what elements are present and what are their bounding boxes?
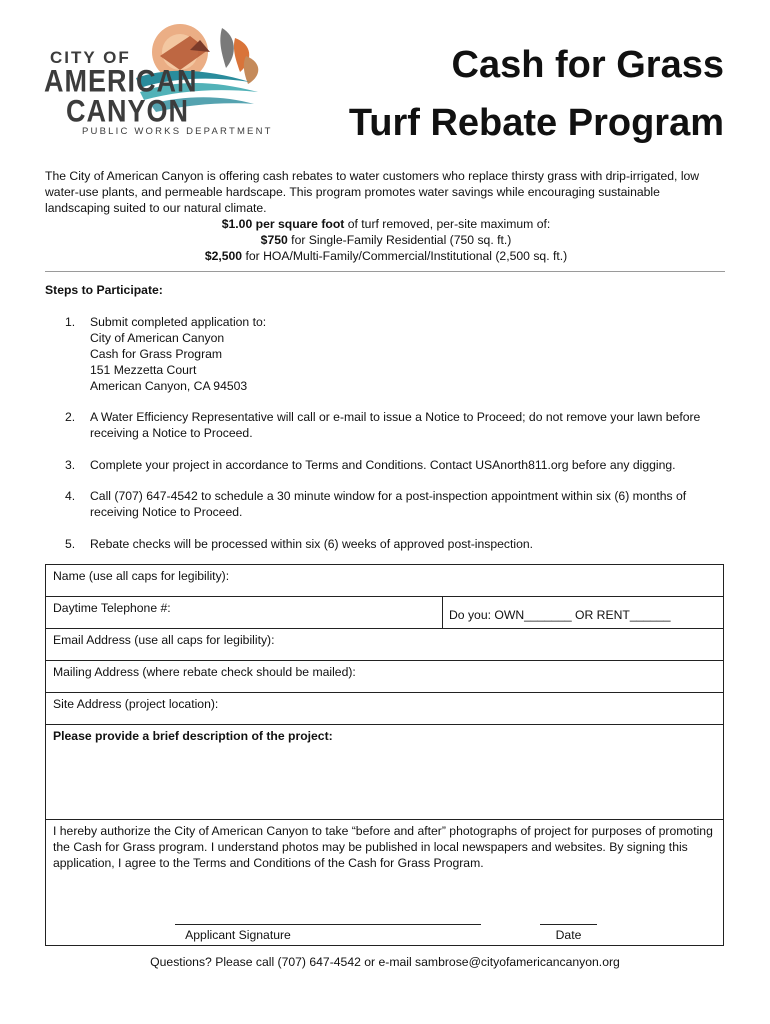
logo-text-department: PUBLIC WORKS DEPARTMENT: [82, 126, 273, 137]
address-line: 151 Mezzetta Court: [90, 363, 197, 377]
application-form: [45, 564, 724, 946]
rebate-rate-amount: $1.00 per square foot: [221, 217, 345, 231]
rebate-rate: [45, 216, 727, 232]
contact-footer: Questions? Please call (707) 647-4542 or e-mail sambrose@cityofamericancanyon.org: [150, 955, 620, 969]
logo-text-city-of: CITY OF: [50, 48, 131, 67]
step-number: 4.: [65, 489, 76, 503]
section-divider: [45, 271, 725, 272]
page-title-line1: Cash for Grass: [451, 44, 724, 86]
project-description-label: Please provide a brief description of the project:: [53, 729, 333, 743]
intro-paragraph: The City of American Canyon is offering cash rebates to water customers who replace thirsty grass with drip-irrigated, low water-use plants, and permeable hardscape. This program promotes water savings while encouraging sustainable landscaping suited to our natural climate.: [45, 169, 700, 215]
rebate-residential-detail: for Single-Family Residential (750 sq. ft.): [287, 233, 512, 247]
authorization-statement: I hereby authorize the City of American Canyon to take “before and after” photographs of project for purposes of promoting the Cash for Grass program. I understand photos may be published in local newspapers and websites. By signing this application, I agree to the Terms and Conditions of the Cash for Grass Program.: [53, 824, 713, 870]
step-number: 3.: [65, 458, 76, 472]
date-label: Date: [555, 928, 582, 942]
step-text: Call (707) 647-4542 to schedule a 30 minute window for a post-inspection appointment within six (6) months of receiving Notice to Proceed.: [90, 489, 687, 519]
email-field[interactable]: [46, 629, 723, 661]
rebate-hoa-detail: for HOA/Multi-Family/Commercial/Institutional (2,500 sq. ft.): [242, 249, 568, 263]
site-address-field[interactable]: [46, 693, 723, 725]
page-title-line2: Turf Rebate Program: [348, 102, 724, 144]
phone-row: [46, 597, 723, 629]
step-text: Submit completed application to:: [90, 315, 267, 329]
name-label: Name (use all caps for legibility):: [53, 569, 230, 583]
column-divider: [442, 597, 443, 628]
own-rent-field[interactable]: Do you: OWN_______ OR RENT______: [449, 608, 671, 622]
signature-line[interactable]: [175, 924, 481, 925]
address-line: City of American Canyon: [90, 331, 225, 345]
step-number: 1.: [65, 315, 76, 329]
step-text: Complete your project in accordance to Terms and Conditions. Contact USAnorth811.org before any digging.: [90, 458, 676, 472]
logo-text-american: AMERICAN: [44, 64, 198, 99]
rebate-rate-detail: of turf removed, per-site maximum of:: [344, 217, 551, 231]
date-line[interactable]: [540, 924, 597, 925]
mailing-address-label: Mailing Address (where rebate check should be mailed):: [53, 665, 356, 679]
name-field[interactable]: [46, 565, 723, 597]
rebate-residential: [45, 232, 727, 248]
rebate-hoa: [45, 248, 727, 264]
signature-label: Applicant Signature: [185, 928, 291, 942]
address-line: Cash for Grass Program: [90, 347, 223, 361]
address-line: American Canyon, CA 94503: [90, 379, 248, 393]
steps-heading: Steps to Participate:: [45, 283, 163, 297]
step-number: 5.: [65, 537, 76, 551]
mailing-address-field[interactable]: [46, 661, 723, 693]
phone-label: Daytime Telephone #:: [53, 601, 171, 615]
project-description-field[interactable]: [46, 725, 723, 820]
rebate-hoa-amount: $2,500: [204, 249, 243, 263]
step-number: 2.: [65, 410, 76, 424]
email-label: Email Address (use all caps for legibility):: [53, 633, 275, 647]
rebate-residential-amount: $750: [260, 233, 288, 247]
site-address-label: Site Address (project location):: [53, 697, 219, 711]
step-text: A Water Efficiency Representative will call or e-mail to issue a Notice to Proceed; do not remove your lawn before receiving a Notice to Proceed.: [90, 410, 701, 440]
logo-text-canyon: CANYON: [66, 94, 190, 129]
step-text: Rebate checks will be processed within six (6) weeks of approved post-inspection.: [90, 537, 534, 551]
